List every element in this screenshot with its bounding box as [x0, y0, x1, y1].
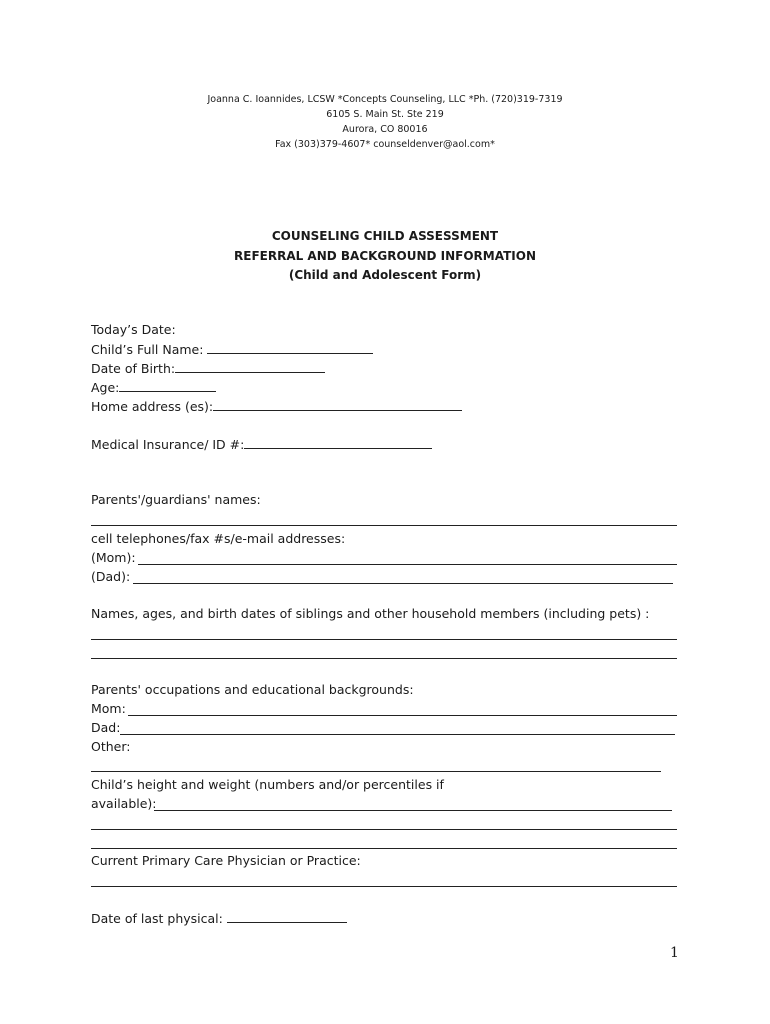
dob-blank[interactable] — [175, 360, 325, 373]
mom-occupation-label: Mom: — [91, 701, 126, 716]
height-weight-line-2[interactable] — [91, 829, 677, 830]
title-line-2: REFERRAL AND BACKGROUND INFORMATION — [234, 248, 536, 263]
header-line-4: Fax (303)379-4607* counseldenver@aol.com* — [275, 139, 495, 150]
medical-insurance-label: Medical Insurance/ ID #: — [91, 437, 245, 452]
dad-occupation-label: Dad: — [91, 720, 121, 735]
age-row — [91, 379, 216, 396]
mom-contact-line[interactable] — [138, 564, 677, 565]
occupations-label: Parents' occupations and educational backgrounds: — [91, 682, 414, 697]
header-line-1: Joanna C. Ioannides, LCSW *Concepts Counseling, LLC *Ph. (720)319-7319 — [207, 94, 563, 105]
siblings-line-2[interactable] — [91, 658, 677, 659]
dob-label: Date of Birth: — [91, 361, 176, 376]
medical-insurance-row — [91, 436, 432, 453]
physician-label: Current Primary Care Physician or Practice: — [91, 853, 361, 868]
home-address-blank[interactable] — [213, 398, 462, 411]
title-line-3: (Child and Adolescent Form) — [288, 268, 482, 282]
header-line-3: Aurora, CO 80016 — [342, 124, 428, 135]
height-weight-line-3[interactable] — [91, 848, 677, 849]
mom-occupation-line[interactable] — [128, 715, 677, 716]
other-occupation-line[interactable] — [91, 771, 661, 772]
height-weight-line-1[interactable] — [154, 810, 672, 811]
dad-contact-label: (Dad): — [91, 569, 131, 584]
dad-contact-line[interactable] — [133, 583, 673, 584]
title-line-1: COUNSELING CHILD ASSESSMENT — [271, 229, 499, 243]
other-occupation-label: Other: — [91, 739, 131, 754]
height-weight-label-2: available): — [91, 796, 157, 811]
parents-names-label: Parents'/guardians' names: — [91, 492, 261, 507]
form-title — [0, 227, 770, 286]
header-line-2: 6105 S. Main St. Ste 219 — [326, 109, 444, 120]
todays-date-label: Today’s Date: — [91, 322, 176, 337]
home-address-label: Home address (es): — [91, 399, 214, 414]
last-physical-blank[interactable] — [227, 910, 347, 923]
child-name-blank[interactable] — [207, 341, 373, 354]
page-number: 1 — [670, 945, 679, 961]
age-label: Age: — [91, 380, 120, 395]
practice-header — [0, 92, 770, 152]
parents-names-line[interactable] — [91, 525, 677, 526]
child-name-label: Child’s Full Name: — [91, 342, 208, 357]
cell-phones-label: cell telephones/fax #s/e-mail addresses: — [91, 531, 346, 546]
dad-occupation-line[interactable] — [120, 734, 675, 735]
medical-insurance-blank[interactable] — [244, 436, 432, 449]
mom-contact-label: (Mom): — [91, 550, 136, 565]
home-address-row — [91, 398, 462, 415]
age-blank[interactable] — [119, 379, 216, 392]
dob-row — [91, 360, 325, 377]
height-weight-label-1: Child’s height and weight (numbers and/or percentiles if — [91, 777, 444, 792]
last-physical-label: Date of last physical: — [91, 911, 227, 926]
siblings-label: Names, ages, and birth dates of siblings and other household members (including pets) : — [91, 606, 650, 621]
siblings-line-1[interactable] — [91, 639, 677, 640]
last-physical-row — [91, 910, 347, 927]
child-name-row — [91, 341, 373, 358]
physician-line[interactable] — [91, 886, 677, 887]
